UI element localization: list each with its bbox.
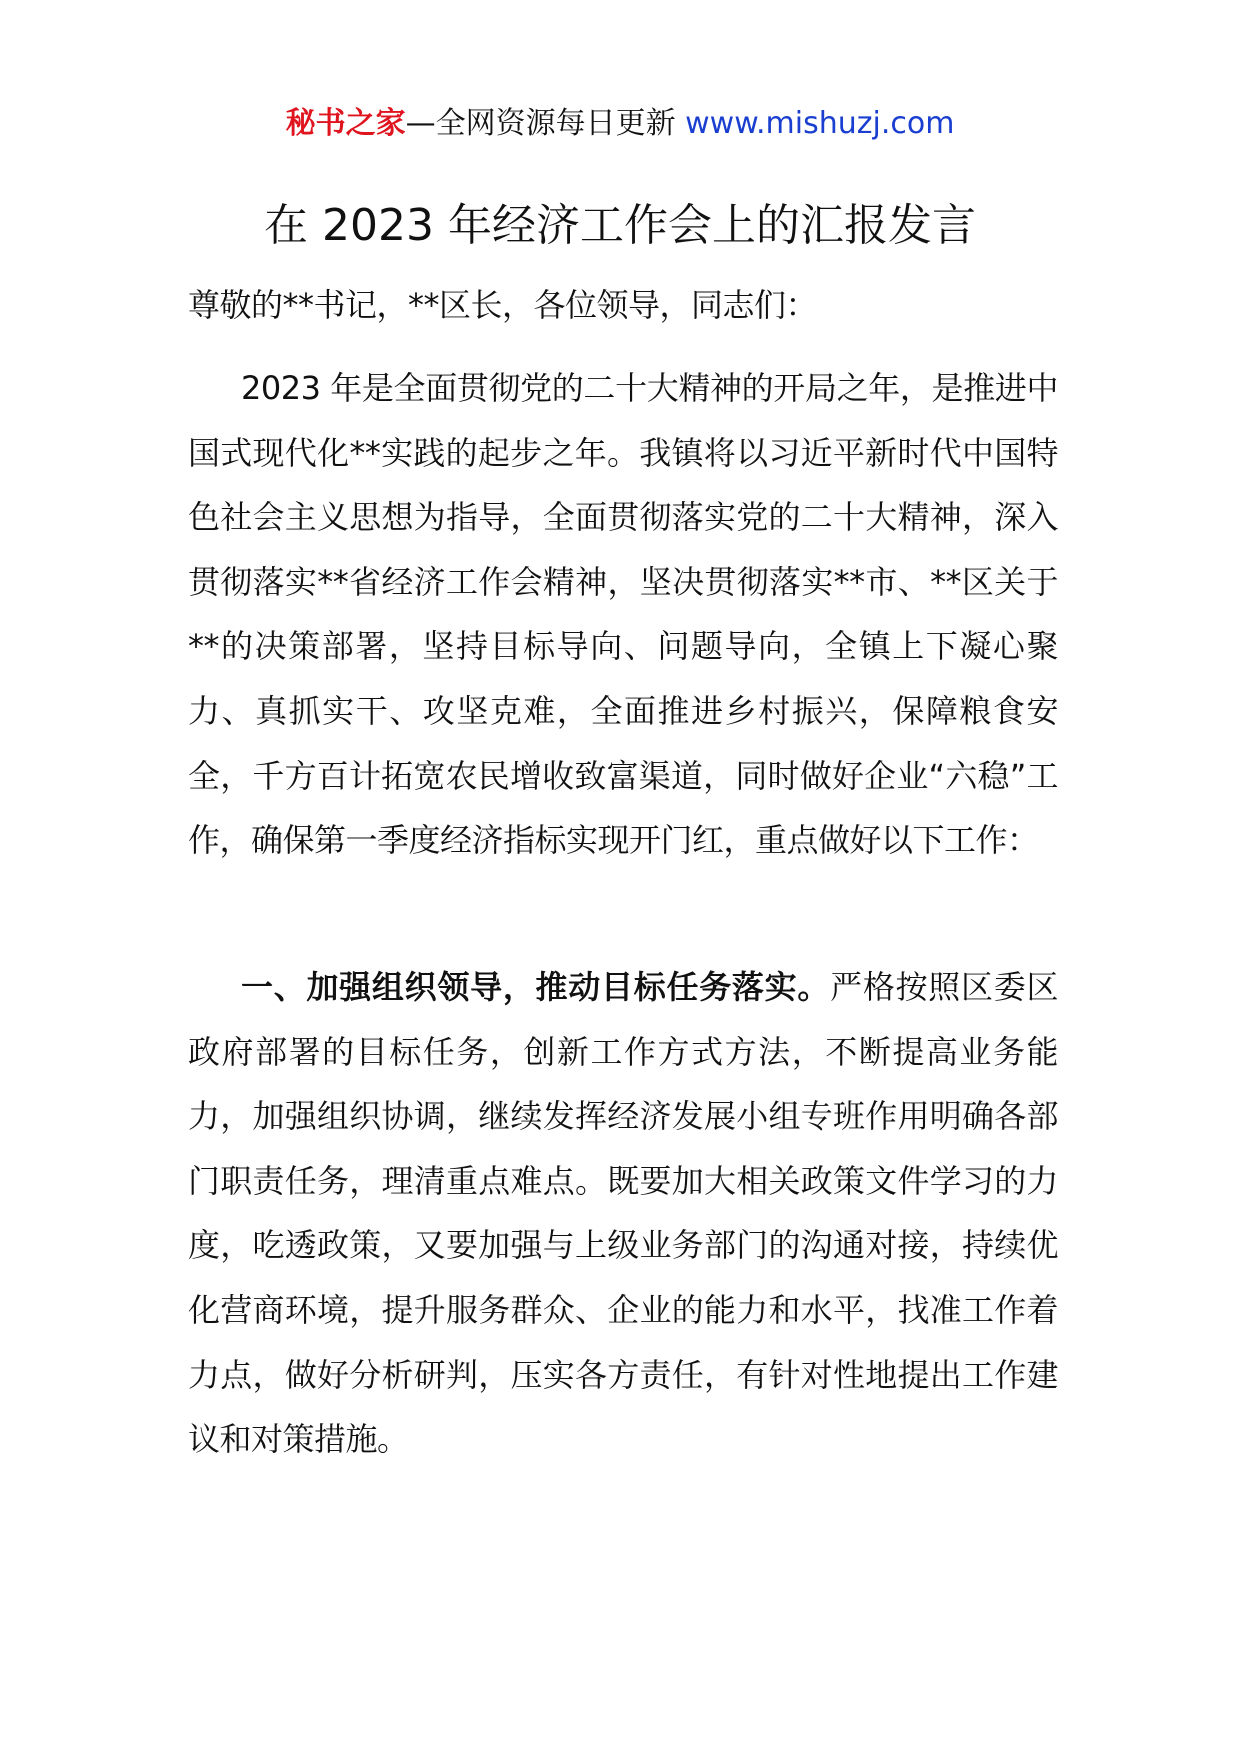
site-header: [0, 104, 1240, 144]
section-1-heading: 一、加强组织领导，推动目标任务落实。: [241, 968, 831, 1006]
paragraph-intro: [188, 356, 1058, 873]
site-slogan: —全网资源每日更新: [405, 106, 686, 141]
document-title: 在 2023 年经济工作会上的汇报发言: [264, 200, 976, 251]
site-brand: 秘书之家: [285, 106, 406, 141]
site-url-link[interactable]: www.mishuzj.com: [685, 106, 955, 141]
paragraph-section-1: [188, 955, 1058, 1472]
section-1-text: 严格按照区委区政府部署的目标任务，创新工作方式方法，不断提高业务能力，加强组织协调，继续发挥经济发展小组专班作用明确各部门职责任务，理清重点难点。既要加大相关政策文件学习的力度，吃透政策，又要加强与上级业务部门的沟通对接，持续优化营商环境，提升服务群众、企业的能力和水平，找准工作着力点，做好分析研判，压实各方责任，有针对性地提出工作建议和对策措施。: [188, 968, 1058, 1459]
salutation: 尊敬的**书记，**区长，各位领导，同志们：: [188, 286, 818, 324]
paragraph-intro-text: 2023 年是全面贯彻党的二十大精神的开局之年，是推进中国式现代化**实践的起步之年。我镇将以习近平新时代中国特色社会主义思想为指导，全面贯彻落实党的二十大精神，深入贯彻落实**省经济工作会精神，坚决贯彻落实**市、**区关于**的决策部署，坚持目标导向、问题导向，全镇上下凝心聚力、真抓实干、攻坚克难，全面推进乡村振兴，保障粮食安全，千方百计拓宽农民增收致富渠道，同时做好企业“六稳”工作，确保第一季度经济指标实现开门红，重点做好以下工作：: [188, 369, 1058, 860]
